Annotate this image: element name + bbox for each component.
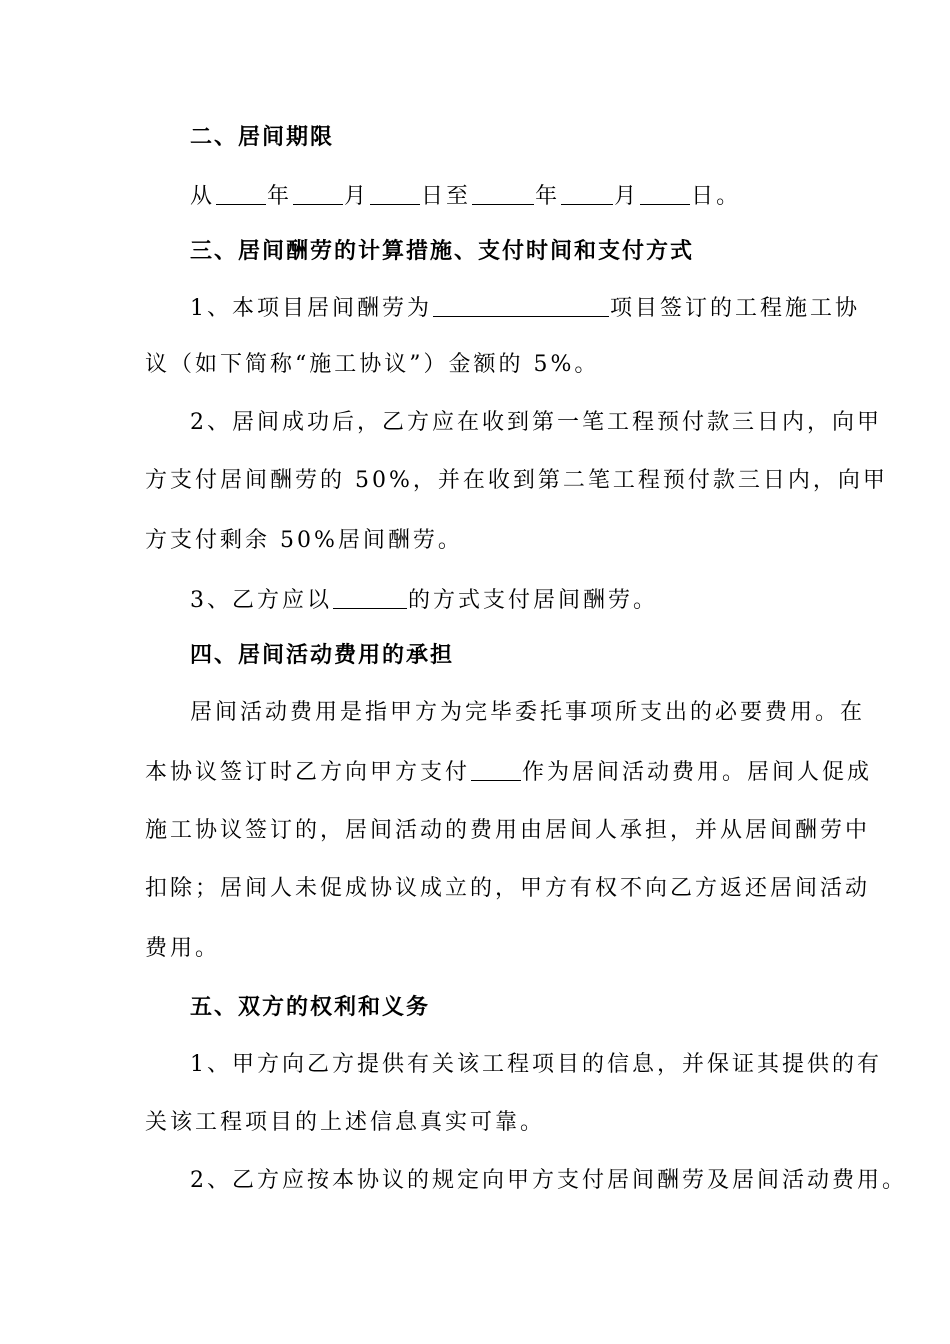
period-from: 从 bbox=[190, 184, 216, 209]
s3-p1-text-b: 项目签订的工程施工协 bbox=[610, 296, 861, 321]
s5-p1-line2: 关该工程项目的上述信息真实可靠。 bbox=[145, 1110, 546, 1135]
s4-p1-text-b1: 本协议签订时乙方向甲方支付 bbox=[145, 760, 471, 785]
section-5-heading: 五、双方的权利和义务 bbox=[190, 994, 431, 1020]
s4-p1-line4: 扣除；居间人未促成协议成立的，甲方有权不向乙方返还居间活动 bbox=[145, 876, 871, 901]
s4-p1-line1: 居间活动费用是指甲方为完毕委托事项所支出的必要费用。在 bbox=[190, 700, 866, 725]
blank-day-end[interactable] bbox=[640, 180, 690, 205]
blank-activity-fee[interactable] bbox=[471, 756, 521, 781]
section-3-heading: 三、居间酬劳的计算措施、支付时间和支付方式 bbox=[190, 238, 695, 264]
s3-p3-line1 bbox=[190, 584, 658, 616]
blank-month-end[interactable] bbox=[561, 180, 613, 205]
s4-p1-text-b2: 作为居间活动费用。居间人促成 bbox=[522, 760, 873, 785]
s4-p1-line2 bbox=[145, 756, 872, 788]
s3-p3-text-a: 3、乙方应以 bbox=[190, 588, 332, 613]
s3-p1-line2: 议（如下简称“施工协议”）金额的 5%。 bbox=[145, 352, 600, 377]
s4-p1-line5: 费用。 bbox=[145, 936, 221, 961]
period-day2: 日。 bbox=[691, 184, 742, 209]
period-line bbox=[190, 180, 741, 212]
s3-p1-line1 bbox=[190, 292, 860, 324]
period-day1: 日至 bbox=[421, 184, 472, 209]
s5-p2-line1: 2、乙方应按本协议的规定向甲方支付居间酬劳及居间活动费用。 bbox=[190, 1168, 907, 1193]
s5-p1-line1: 1、甲方向乙方提供有关该工程项目的信息，并保证其提供的有 bbox=[190, 1052, 882, 1077]
blank-project-name[interactable] bbox=[433, 292, 609, 317]
s3-p2-line2: 方支付居间酬劳的 50%，并在收到第二笔工程预付款三日内，向甲 bbox=[145, 468, 888, 493]
blank-payment-method[interactable] bbox=[333, 584, 407, 609]
period-month2: 月 bbox=[614, 184, 640, 209]
section-2-heading: 二、居间期限 bbox=[190, 124, 335, 150]
period-month1: 月 bbox=[344, 184, 370, 209]
s3-p1-text-a: 1、本项目居间酬劳为 bbox=[190, 296, 432, 321]
s3-p2-line1: 2、居间成功后，乙方应在收到第一笔工程预付款三日内，向甲 bbox=[190, 410, 882, 435]
period-year1: 年 bbox=[267, 184, 293, 209]
blank-year-start[interactable] bbox=[216, 180, 266, 205]
section-4-heading: 四、居间活动费用的承担 bbox=[190, 642, 455, 668]
s3-p2-line3: 方支付剩余 50%居间酬劳。 bbox=[145, 528, 463, 553]
blank-month-start[interactable] bbox=[293, 180, 343, 205]
blank-year-end[interactable] bbox=[472, 180, 534, 205]
s3-p3-text-b: 的方式支付居间酬劳。 bbox=[408, 588, 659, 613]
blank-day-start[interactable] bbox=[370, 180, 420, 205]
s4-p1-line3: 施工协议签订的，居间活动的费用由居间人承担，并从居间酬劳中 bbox=[145, 818, 871, 843]
period-year2: 年 bbox=[535, 184, 561, 209]
